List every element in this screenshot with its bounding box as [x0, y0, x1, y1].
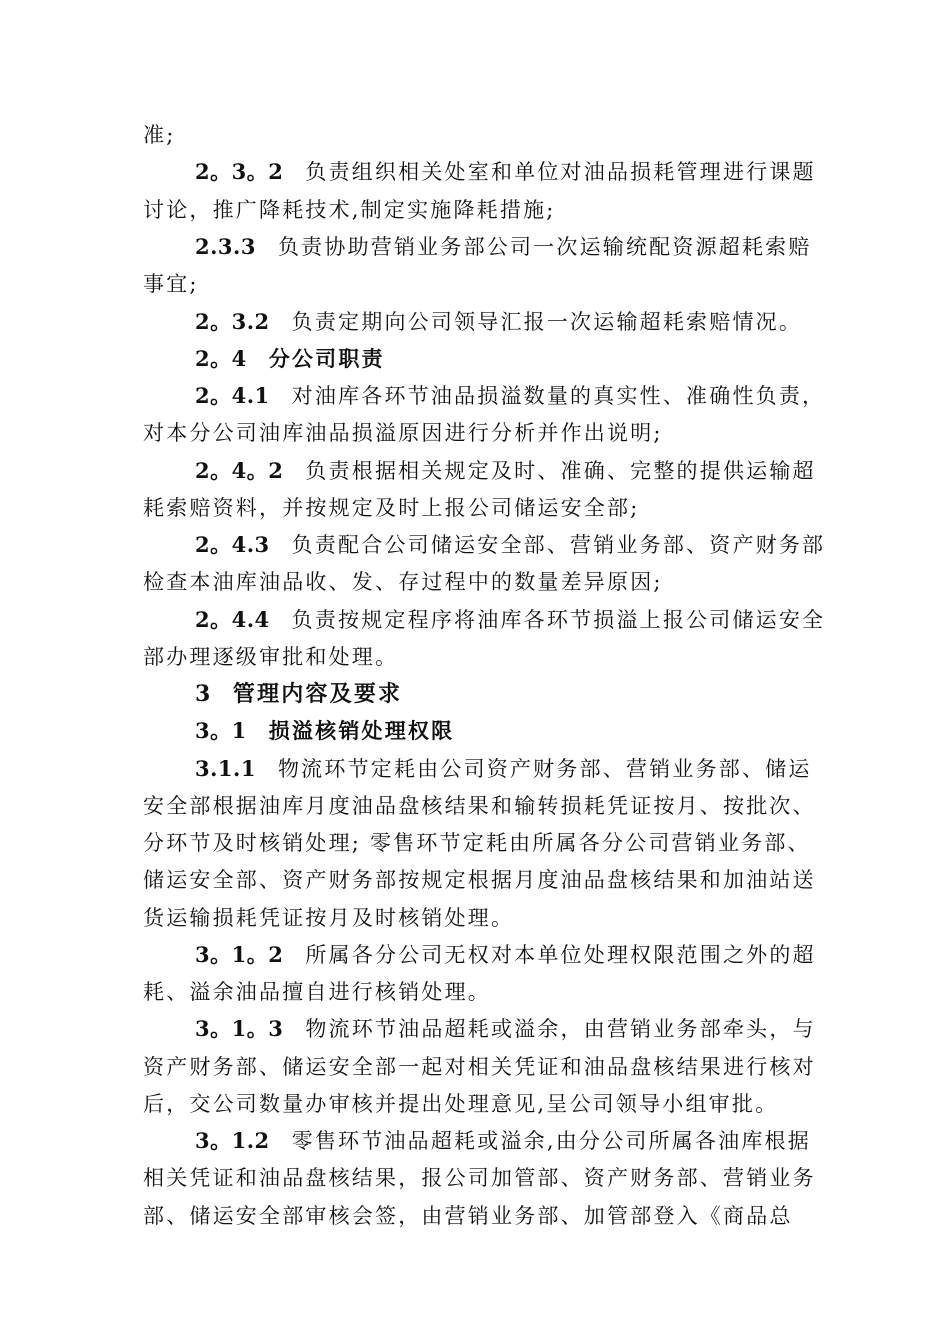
- section-number: 3: [195, 681, 211, 707]
- section-title: 分公司职责: [268, 346, 385, 371]
- text-line: 准;: [143, 123, 176, 147]
- clause-text: 所属各分公司无权对本单位处理权限范围之外的超: [305, 943, 816, 967]
- clause-3-1-2: [195, 941, 815, 969]
- section-number: 3。1: [195, 718, 247, 743]
- text-line: 耗、溢余油品擅自进行核销处理。: [143, 980, 491, 1004]
- text-line: 检查本油库油品收、发、存过程中的数量差异原因;: [143, 570, 663, 594]
- text-line: 资产财务部、储运安全部一起对相关凭证和油品盘核结果进行核对: [143, 1055, 816, 1079]
- text-line: 后，交公司数量办审核并提出处理意见,呈公司领导小组审批。: [143, 1092, 779, 1116]
- clause-3-1-3: [195, 1015, 815, 1043]
- section-heading-3: [195, 680, 815, 708]
- clause-text: 负责配合公司储运安全部、营销业务部、资产财务部: [291, 533, 826, 557]
- section-title: 管理内容及要求: [232, 681, 403, 707]
- clause-2-4-2: [195, 457, 815, 485]
- clause-number: 2。4.3: [195, 532, 270, 557]
- clause-text: 物流环节油品超耗或溢余，由营销业务部牵头，与: [305, 1017, 816, 1041]
- clause-number: 3。1。2: [195, 942, 284, 967]
- section-heading-2-4: [195, 345, 815, 373]
- clause-3-1-1: [195, 755, 815, 783]
- section-number: 2。4: [195, 346, 247, 371]
- clause-number: 3。1。3: [195, 1016, 284, 1041]
- section-heading-3-1: [195, 717, 815, 745]
- clause-3-1-2-b: [195, 1127, 815, 1155]
- clause-number: 2。3。2: [195, 159, 284, 184]
- text-line: 储运安全部、资产财务部按规定根据月度油品盘核结果和加油站送: [143, 868, 816, 892]
- text-line: 安全部根据油库月度油品盘核结果和输转损耗凭证按月、按批次、: [143, 794, 816, 818]
- clause-number: 2。4.4: [195, 607, 270, 632]
- clause-number: 2。4.1: [195, 383, 270, 408]
- clause-text: 负责按规定程序将油库各环节损溢上报公司储运安全: [291, 608, 826, 632]
- text-line: 对本分公司油库油品损溢原因进行分析并作出说明;: [143, 421, 663, 445]
- clause-number: 2。3.2: [195, 309, 270, 334]
- clause-text: 物流环节定耗由公司资产财务部、营销业务部、储运: [277, 757, 812, 781]
- clause-text: 负责定期向公司领导汇报一次运输超耗索赔情况。: [291, 310, 803, 334]
- clause-text: 对油库各环节油品损溢数量的真实性、准确性负责，: [291, 384, 826, 408]
- text-line: 事宜;: [143, 272, 199, 296]
- clause-number: 2.3.3: [195, 234, 256, 259]
- clause-number: 2。4。2: [195, 458, 284, 483]
- clause-2-3-2-b: [195, 308, 815, 336]
- clause-number: 3.1.1: [195, 756, 256, 781]
- text-line: 部、储运安全部审核会签，由营销业务部、加管部登入《商品总: [143, 1204, 793, 1228]
- clause-text: 负责协助营销业务部公司一次运输统配资源超耗索赔: [277, 235, 812, 259]
- text-line: 耗索赔资料，并按规定及时上报公司储运安全部;: [143, 496, 640, 520]
- clause-text: 负责组织相关处室和单位对油品损耗管理进行课题: [305, 160, 816, 184]
- clause-2-4-3: [195, 531, 826, 559]
- text-line: 讨论，推广降耗技术,制定实施降耗措施;: [143, 198, 556, 222]
- section-title: 损溢核销处理权限: [268, 718, 455, 743]
- text-line: 货运输损耗凭证按月及时核销处理。: [143, 906, 515, 930]
- clause-2-3-3: [195, 233, 815, 261]
- clause-number: 3。1.2: [195, 1128, 270, 1153]
- text-line: 分环节及时核销处理; 零售环节定耗由所属各分公司营销业务部、: [143, 831, 811, 855]
- clause-text: 零售环节油品超耗或溢余,由分公司所属各油库根据: [291, 1129, 811, 1153]
- clause-2-4-1: [195, 382, 826, 410]
- text-line: 相关凭证和油品盘核结果，报公司加管部、资产财务部、营销业务: [143, 1166, 816, 1190]
- clause-2-4-4: [195, 606, 826, 634]
- clause-2-3-2: [195, 158, 815, 186]
- clause-text: 负责根据相关规定及时、准确、完整的提供运输超: [305, 459, 816, 483]
- text-line: 部办理逐级审批和处理。: [143, 645, 399, 669]
